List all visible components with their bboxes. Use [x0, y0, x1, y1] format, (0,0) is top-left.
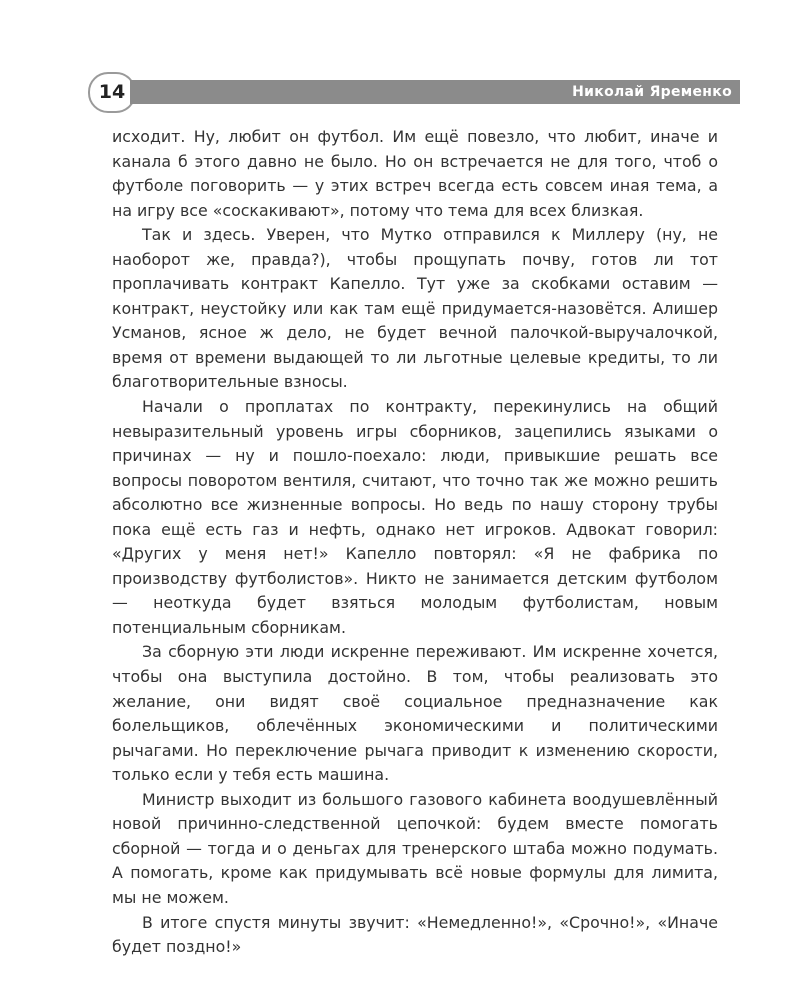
page-number: 14	[98, 81, 126, 103]
page-number-badge	[88, 72, 136, 113]
header-bar	[130, 80, 740, 104]
paragraph: В итоге спустя минуты звучит: «Немедленно!», «Срочно!», «Иначе будет поздно!»	[112, 912, 718, 957]
paragraph: Министр выходит из большого газового кабинета воодушевлённый новой причинно-следственной цепочкой: будем вместе помогать сборной — тогда и о деньгах для тренерского штаба можно подумать. А помогать, кроме как придумывать всё новые формулы для лимита, мы не можем.	[112, 789, 718, 907]
body-text	[112, 125, 718, 960]
author-name: Николай Яременко	[572, 84, 732, 100]
paragraph: Начали о проплатах по контракту, перекинулись на общий невыразительный уровень игры сборников, зацепились языками о причинах — ну и пошло-поехало: люди, привыкшие решать все вопросы поворотом вентиля, считают, что точно так же можно решить абсолютно все жизненные вопросы. Но ведь по нашу сторону трубы пока ещё есть газ и нефть, однако нет игроков. Адвокат говорил: «Других у меня нет!» Капелло повторял: «Я не фабрика по производству футболистов». Никто не занимается детским футболом — неоткуда будет взяться молодым футболистам, новым потенциальным сборникам.	[112, 397, 718, 637]
running-header	[84, 75, 740, 107]
paragraph: Так и здесь. Уверен, что Мутко отправился к Миллеру (ну, не наоборот же, правда?), чтобы прощупать почву, готов ли тот проплачивать контракт Капелло. Тут уже за скобками оставим — контракт, неустойку или как там ещё придумается-назовётся. Алишер Усманов, ясное ж дело, не будет вечной палочкой-выручалочкой, время от времени выдающей то ли льготные целевые кредиты, то ли благотворительные взносы.	[112, 225, 718, 392]
paragraph: За сборную эти люди искренне переживают. Им искренне хочется, чтобы она выступила достойно. В том, чтобы реализовать это желание, они видят своё социальное предназначение как болельщиков, облечённых экономическими и политическими рычагами. Но переключение рычага приводит к изменению скорости, только если у тебя есть машина.	[112, 642, 718, 785]
paragraph: исходит. Ну, любит он футбол. Им ещё повезло, что любит, иначе и канала б этого давно не было. Но он встречается не для того, чтоб о футболе поговорить — у этих встреч всегда есть совсем иная тема, а на игру все «соскакивают», потому что тема для всех близкая.	[112, 127, 718, 220]
